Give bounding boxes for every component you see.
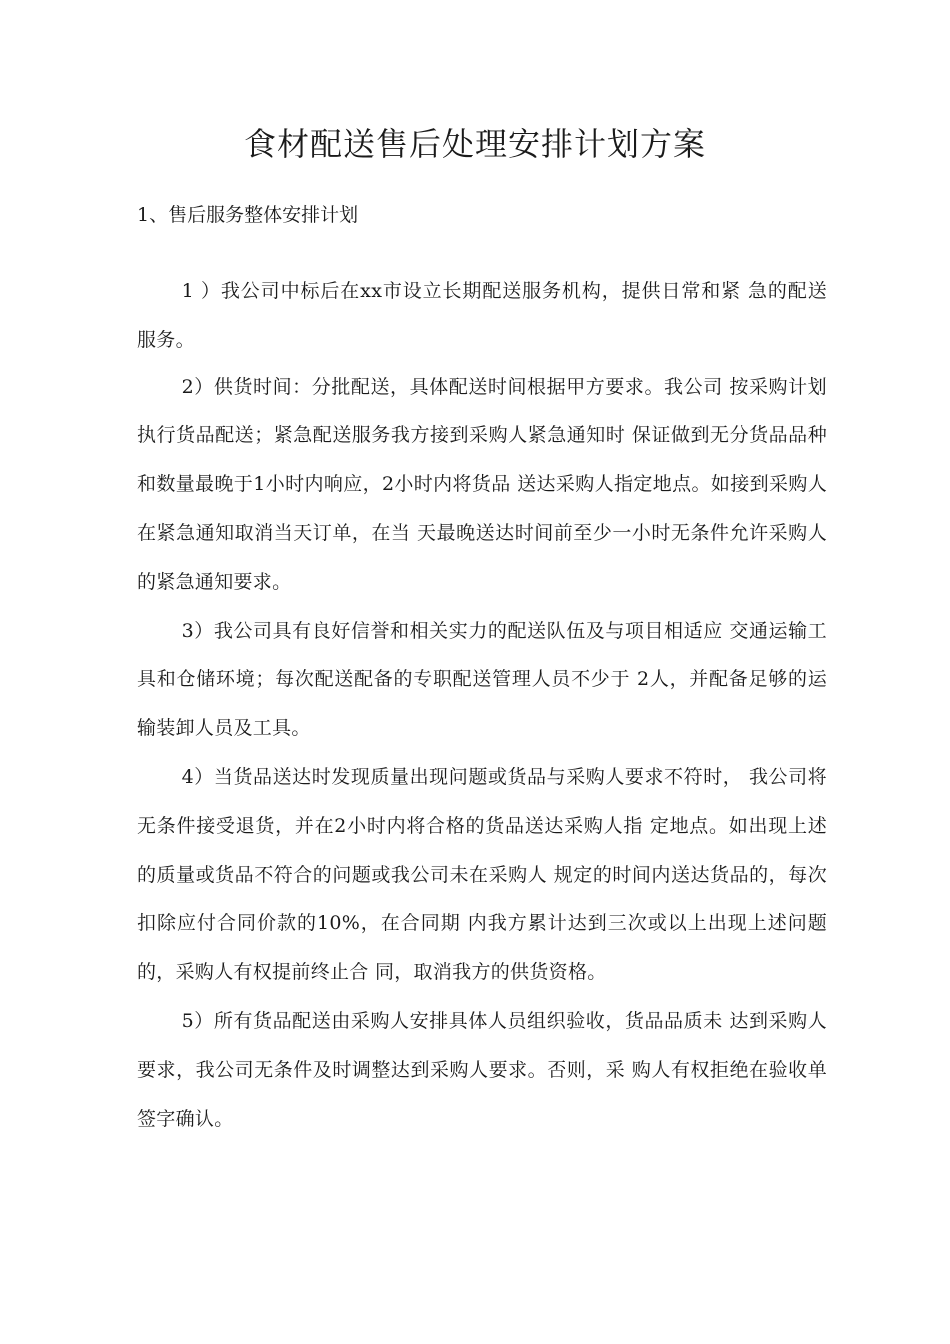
paragraph-1: 1 ）我公司中标后在xx市设立长期配送服务机构，提供日常和紧 急的配送服务。 <box>137 280 827 351</box>
paragraph-5: 5）所有货品配送由采购人安排具体人员组织验收，货品品质未 达到采购人要求，我公司无条件及时调整达到采购人要求。否则，采 购人有权拒绝在验收单签字确认。 <box>137 1009 827 1130</box>
paragraph-4: 4）当货品送达时发现质量出现问题或货品与采购人要求不符时， 我公司将无条件接受退货，并在2小时内将合格的货品送达采购人指 定地点。如出现上述的质量或货品不符合的问题或我公司未在采购人 规定的时间内送达货品的，每次扣除应付合同价款的10%，在合同期 内我方累计达到三次或以上出现上述问题的，采购人有权提前终止合 同，取消我方的供货资格。 <box>137 765 827 984</box>
section-heading: 1、售后服务整体安排计划 <box>137 204 359 226</box>
document-title: 食材配送售后处理安排计划方案 <box>243 125 706 163</box>
paragraph-3: 3）我公司具有良好信誉和相关实力的配送队伍及与项目相适应 交通运输工具和仓储环境；每次配送配备的专职配送管理人员不少于 2人，并配备足够的运输装卸人员及工具。 <box>137 619 827 740</box>
paragraph-2: 2）供货时间：分批配送，具体配送时间根据甲方要求。我公司 按采购计划执行货品配送；紧急配送服务我方接到采购人紧急通知时 保证做到无分货品品种和数量最晚于1小时内响应，2小时内将货品 送达采购人指定地点。如接到采购人在紧急通知取消当天订单，在当 天最晚送达时间前至少一小时无条件允许采购人的紧急通知要求。 <box>137 375 827 593</box>
document-body <box>137 267 827 1143</box>
